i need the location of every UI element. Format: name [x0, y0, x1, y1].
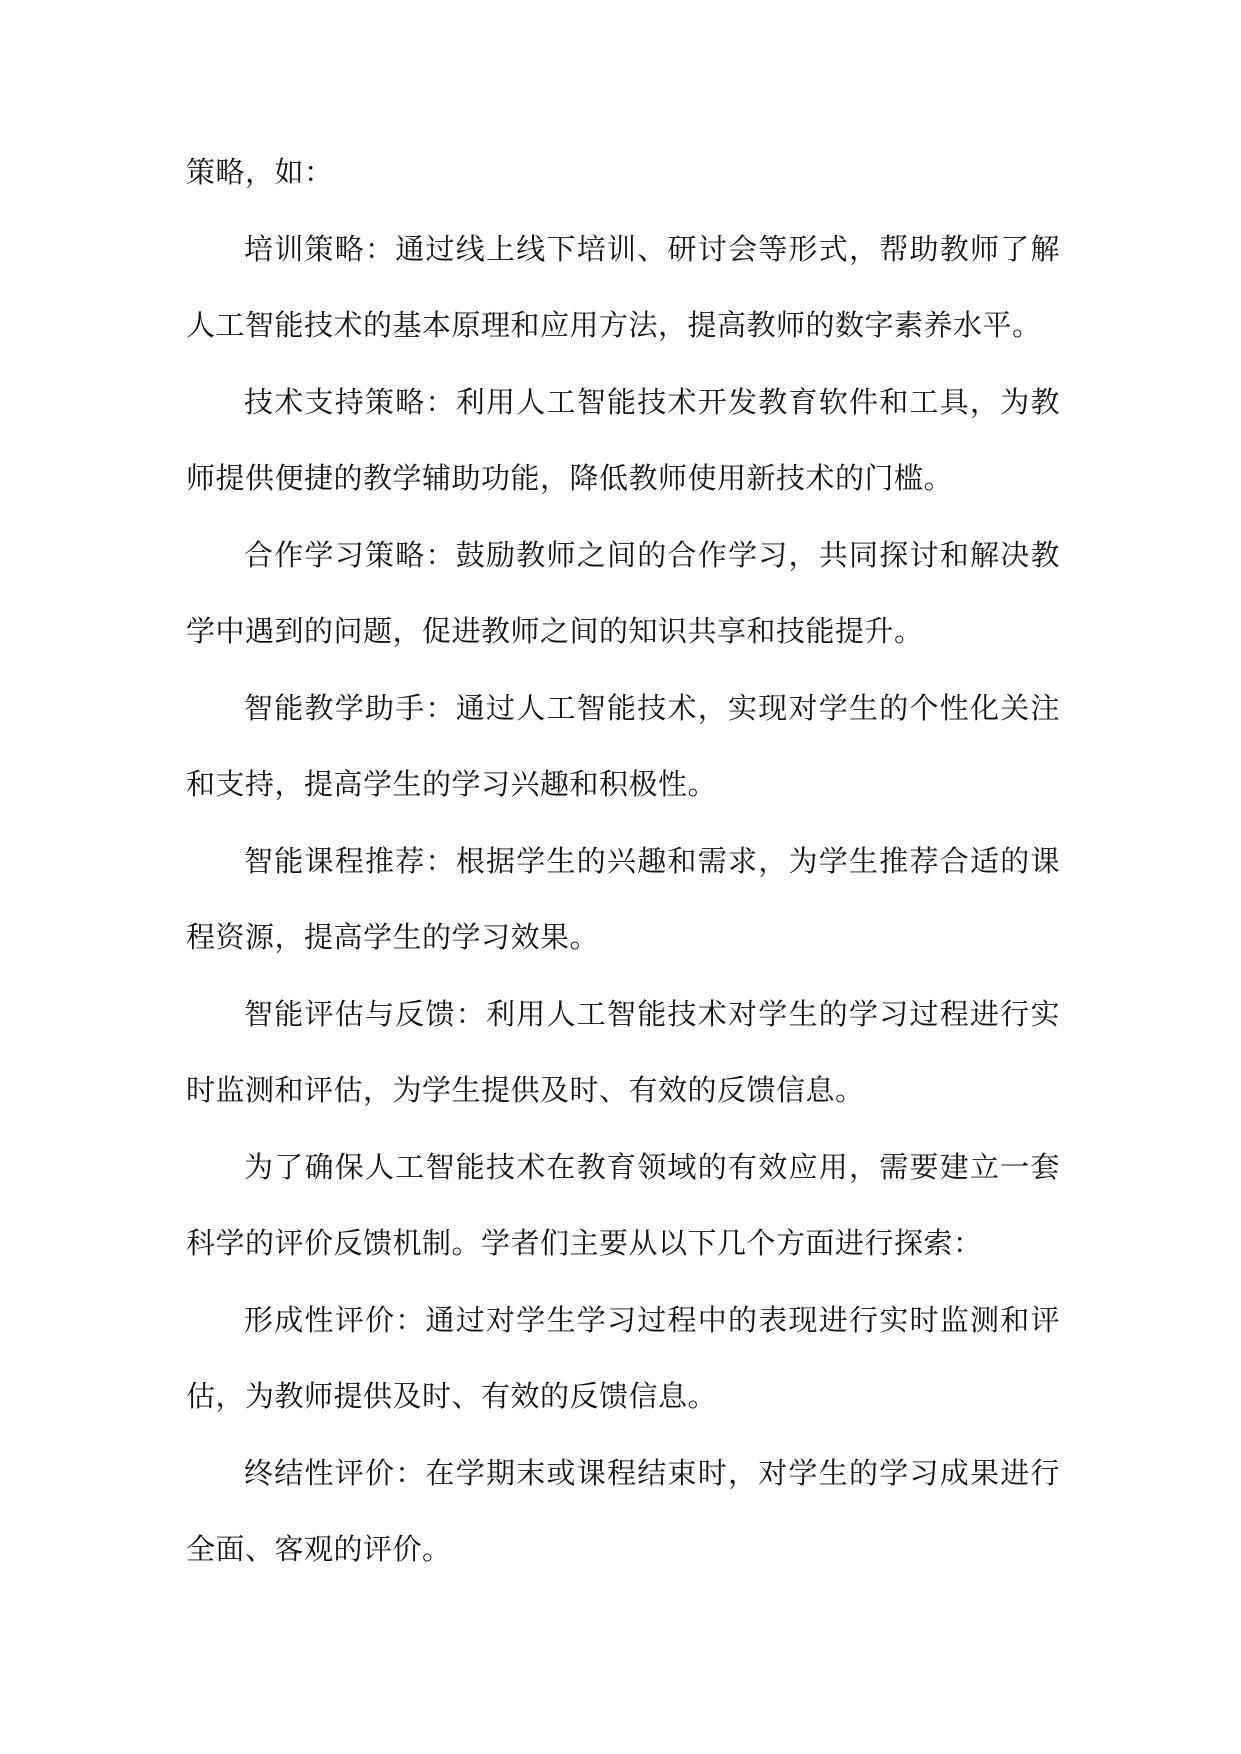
- paragraph: 培训策略：通过线上线下培训、研讨会等形式，帮助教师了解人工智能技术的基本原理和应用方法，提高教师的数字素养水平。: [186, 231, 1060, 342]
- paragraph: 终结性评价：在学期末或课程结束时，对学生的学习成果进行全面、客观的评价。: [186, 1455, 1060, 1566]
- paragraph: 智能评估与反馈：利用人工智能技术对学生的学习过程进行实时监测和评估，为学生提供及时、有效的反馈信息。: [186, 996, 1060, 1107]
- body-text: [186, 134, 1060, 1588]
- paragraph: 智能课程推荐：根据学生的兴趣和需求，为学生推荐合适的课程资源，提高学生的学习效果。: [186, 843, 1060, 954]
- paragraph: 合作学习策略：鼓励教师之间的合作学习，共同探讨和解决教学中遇到的问题，促进教师之间的知识共享和技能提升。: [186, 537, 1060, 648]
- paragraph: 策略，如：: [186, 155, 334, 189]
- paragraph: 形成性评价：通过对学生学习过程中的表现进行实时监测和评估，为教师提供及时、有效的反馈信息。: [186, 1302, 1060, 1413]
- paragraph: 智能教学助手：通过人工智能技术，实现对学生的个性化关注和支持，提高学生的学习兴趣和积极性。: [186, 690, 1060, 801]
- paragraph: 技术支持策略：利用人工智能技术开发教育软件和工具，为教师提供便捷的教学辅助功能，降低教师使用新技术的门槛。: [186, 384, 1060, 495]
- paragraph: 为了确保人工智能技术在教育领域的有效应用，需要建立一套科学的评价反馈机制。学者们主要从以下几个方面进行探索：: [186, 1149, 1060, 1260]
